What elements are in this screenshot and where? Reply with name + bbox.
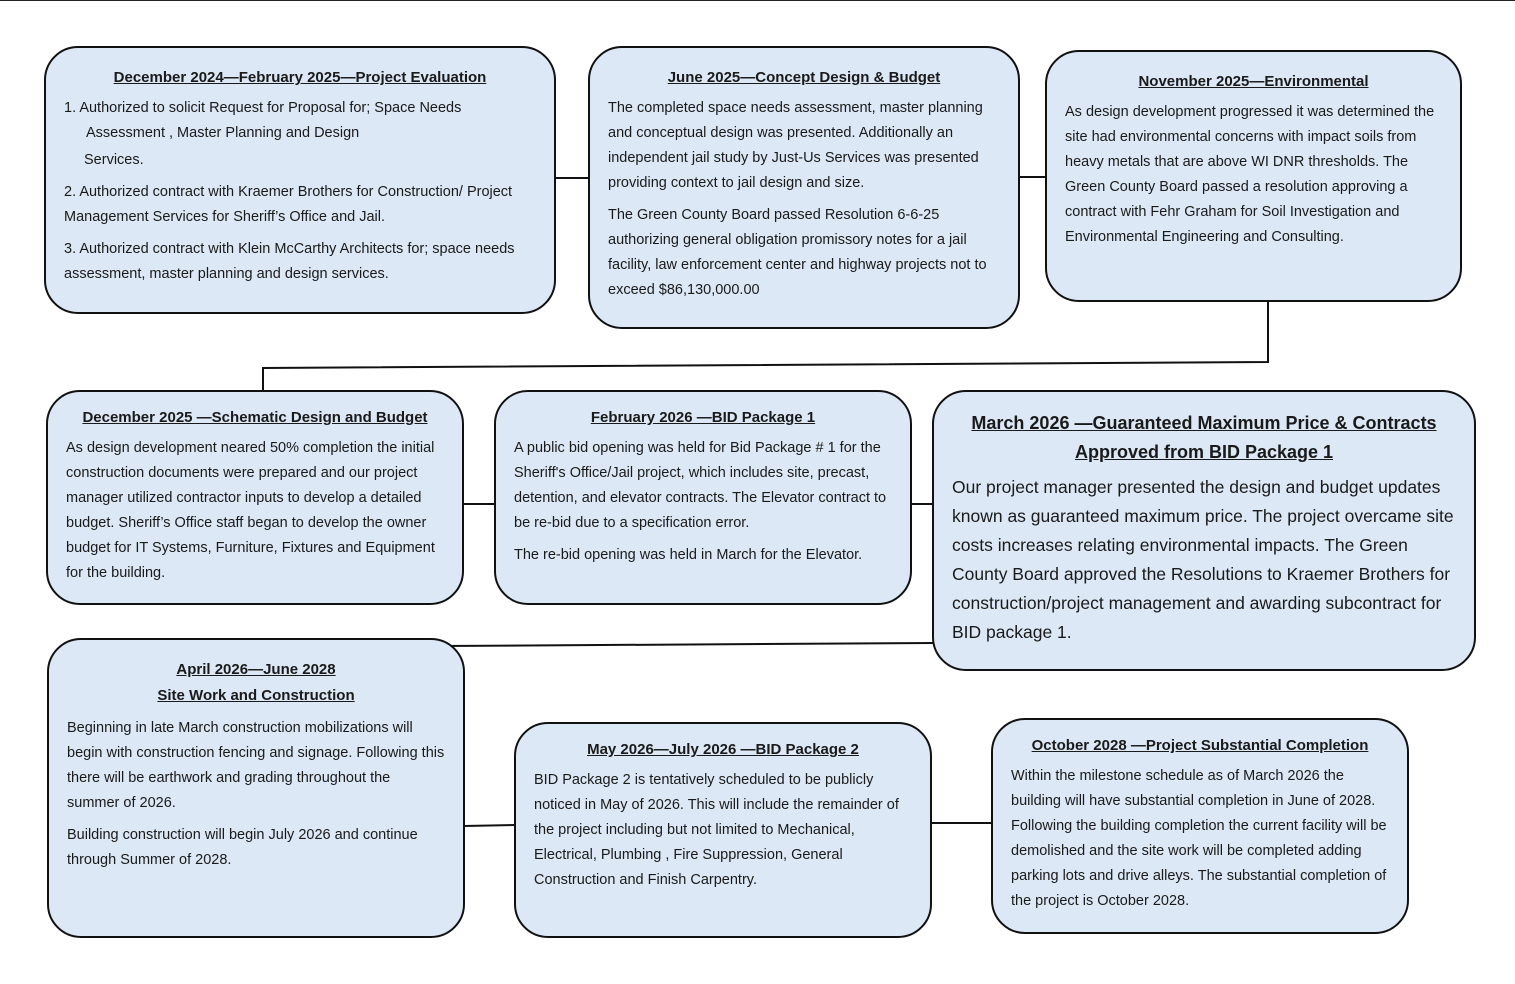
box-title: November 2025—Environmental: [1138, 73, 1369, 90]
bid2-paragraph: BID Package 2 is tentatively scheduled to be publicly noticed in May of 2026. This will include the remainder of the project including but not limited to Mechanical, Electrical, Plumbing , Fire Suppression, General Construction and Finish Carpentry.: [534, 772, 899, 888]
box-title: February 2026 —BID Package 1: [590, 409, 816, 426]
schematic-paragraph: As design development neared 50% completion the initial construction documents were prepared and our project manager utilized contractor inputs to develop a detailed budget. Sheriff’s Office staff began to develop the owner budget for IT Systems, Furniture, Fixtures and Equipment for the building.: [66, 440, 435, 581]
box-title: October 2028 —Project Substantial Completion: [1031, 737, 1369, 754]
gmp-paragraph: Our project manager presented the design and budget updates known as guaranteed maximum price. The project overcame site costs increases relating environmental impacts. The Green County Board approved the Resolutions to Kraemer Brothers for construction/project management and awarding subcontract for BID package 1.: [952, 477, 1454, 642]
completion-paragraph: Within the milestone schedule as of March 2026 the building will have substantial completion in June of 2028. Following the building completion the current facility will be demolished and the site work will be completed adding parking lots and drive alleys. The substantial completion of the project is October 2028.: [1011, 768, 1387, 909]
site-paragraph-2: Building construction will begin July 2026 and continue through Summer of 2028.: [67, 827, 418, 868]
box-guaranteed-maximum-price: [932, 390, 1476, 671]
box-bid-package-2: [514, 722, 932, 938]
box-substantial-completion: [991, 718, 1409, 934]
connector-site-bid2: [464, 825, 515, 826]
eval-item-2: 2. Authorized contract with Kraemer Brothers for Construction/ Project Management Services for Sheriff’s Office and Jail.: [64, 184, 513, 225]
box-title: June 2025—Concept Design & Budget: [667, 69, 941, 86]
box-project-evaluation: [44, 46, 556, 314]
eval-item-1-continued: Services.: [84, 152, 144, 168]
box-schematic-design: [46, 390, 464, 605]
box-concept-design: [588, 46, 1020, 329]
eval-item-1: 1. Authorized to solicit Request for Proposal for; Space Needs Assessment , Master Planning and Design: [64, 100, 462, 141]
env-paragraph: As design development progressed it was determined the site had environmental concerns with impact soils from heavy metals that are above WI DNR thresholds. The Green County Board passed a resolution approving a contract with Fehr Graham for Soil Investigation and Environmental Engineering and Consulting.: [1065, 104, 1435, 245]
box-environmental: [1045, 50, 1462, 302]
box-title: May 2026—July 2026 —BID Package 2: [587, 741, 859, 758]
box-subtitle: Site Work and Construction: [157, 687, 355, 704]
box-bid-package-1: [494, 390, 912, 605]
box-title: December 2024—February 2025—Project Evaluation: [113, 69, 487, 86]
concept-paragraph-2: The Green County Board passed Resolution 6-6-25 authorizing general obligation promissory notes for a jail facility, law enforcement center and highway projects not to exceed $86,130,000.00: [608, 207, 987, 298]
eval-item-3: 3. Authorized contract with Klein McCarthy Architects for; space needs assessment, master planning and design services.: [64, 241, 515, 282]
box-site-work-construction: [47, 638, 465, 938]
concept-paragraph-1: The completed space needs assessment, master planning and conceptual design was presented. Additionally an independent jail study by Just-Us Services was presented providing context to jail design and size.: [608, 100, 983, 191]
bid1-paragraph-2: The re-bid opening was held in March for the Elevator.: [514, 547, 863, 563]
box-title: April 2026—June 2028: [176, 661, 336, 678]
box-title: March 2026 —Guaranteed Maximum Price & Contracts Approved from BID Package 1: [971, 413, 1437, 462]
connector-gmp-site: [440, 643, 935, 646]
bid1-paragraph-1: A public bid opening was held for Bid Package # 1 for the Sheriff's Office/Jail project, which includes site, precast, detention, and elevator contracts. The Elevator contract to be re-bid due to a specification error.: [514, 440, 887, 531]
box-title: December 2025 —Schematic Design and Budget: [82, 409, 428, 426]
site-paragraph-1: Beginning in late March construction mobilizations will begin with construction fencing and signage. Following this there will be earthwork and grading throughout the summer of 2026.: [67, 720, 445, 811]
